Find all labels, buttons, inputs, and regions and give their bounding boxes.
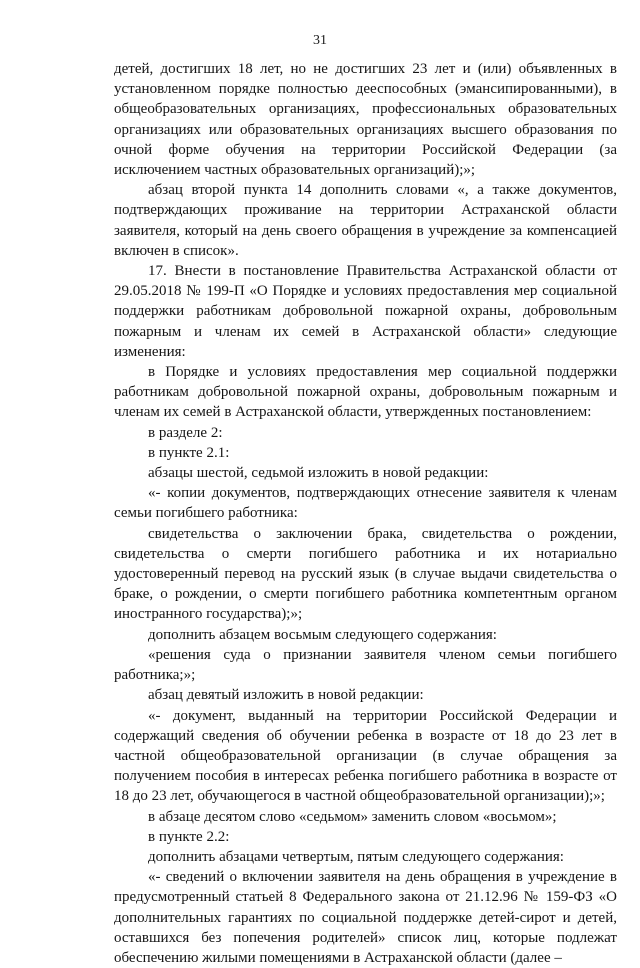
paragraph-item-14-amendment: абзац второй пункта 14 дополнить словами «, а также документов, подтверждающих проживание на территории Астраханской области заявителя, который на день своего обращения в учреждение за компенсацией включен в список». (114, 182, 617, 259)
paragraph-point-2-2: в пункте 2.2: (148, 828, 230, 845)
paragraph-sixth-seventh: абзацы шестой, седьмой изложить в новой редакции: (148, 465, 489, 482)
paragraph-section-2: в разделе 2: (148, 424, 223, 441)
paragraph-family-documents: «- копии документов, подтверждающих отнесение заявителя к членам семьи погибшего работника: (114, 485, 617, 522)
paragraph-orphans-list: «- сведений о включении заявителя на день обращения в учреждение в предусмотренный статьей 8 Федерального закона от 21.12.96 № 159-ФЗ «О дополнительных гарантиях по социальной поддержке детей-сирот и детей, оставшихся без попечения родителей» список лиц, которые подлежат обеспечению жилыми помещениями в Астраханской области (далее – (114, 869, 617, 966)
paragraph-education-document: «- документ, выданный на территории Российской Федерации и содержащий сведения об обучении ребенка в возрасте от 18 до 23 лет в частной общеобразовательной организации (в случае обращения за получением пособия в интересах ребенка погибшего работника в возрасте от 18 до 23 лет, обучающегося в частной общеобразовательной организации);»; (114, 707, 617, 805)
paragraph-continuation: детей, достигших 18 лет, но не достигших 23 лет и (или) объявленных в установленном порядке полностью дееспособных (эмансипированными), в общеобразовательных организациях, профессиональных образовательных организациях или образовательных организациях высшего образования по очной форме обучения на территории Российской Федерации (за исключением частных образовательных организаций);»; (114, 61, 617, 179)
paragraph-ninth: абзац девятый изложить в новой редакции: (148, 687, 424, 704)
paragraph-court-decision: «решения суда о признании заявителя членом семьи погибшего работника;»; (114, 646, 617, 684)
paragraph-tenth: в абзаце десятом слово «седьмом» заменить словом «восьмом»; (148, 808, 557, 825)
page-number: 31 (313, 33, 327, 48)
paragraph-item-17: 17. Внести в постановление Правительства Астраханской области от 29.05.2018 № 199-П «О Порядке и условиях предоставления мер социальной поддержки работникам добровольной пожарной охраны, добровольным пожарным и членам их семей в Астраханской области» следующие изменения: (114, 263, 617, 360)
paragraph-add-eighth: дополнить абзацем восьмым следующего содержания: (148, 626, 497, 643)
paragraph-add-fourth-fifth: дополнить абзацами четвертым, пятым следующего содержания: (148, 848, 564, 865)
document-body (114, 59, 617, 968)
paragraph-procedure-intro: в Порядке и условиях предоставления мер социальной поддержки работникам добровольной пожарной охраны, добровольным пожарным и членам их семей в Астраханской области, утвержденных постановлением: (114, 364, 617, 421)
paragraph-certificates: свидетельства о заключении брака, свидетельства о рождении, свидетельства о смерти погибшего работника и их нотариально удостоверенный перевод на русский язык (в случае выдачи свидетельства о браке, о рождении, о смерти погибшего работника компетентным органом иностранного государства);»; (114, 525, 617, 623)
paragraph-point-2-1: в пункте 2.1: (148, 444, 230, 461)
